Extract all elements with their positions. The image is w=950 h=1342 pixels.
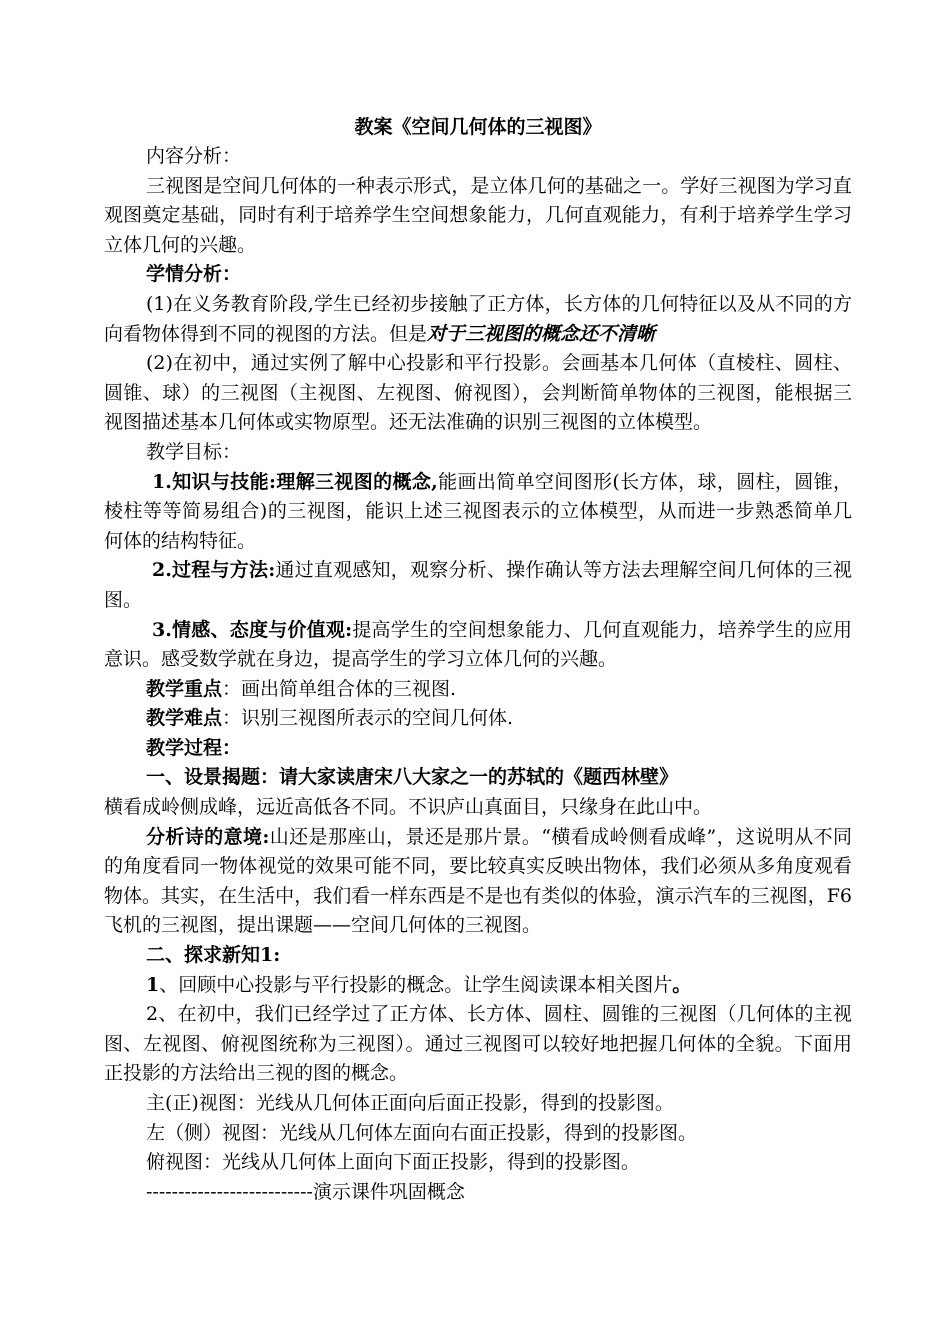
key-point: [104, 675, 852, 705]
teaching-goal-3: [104, 616, 852, 675]
student-analysis-p2: (2)在初中，通过实例了解中心投影和平行投影。会画基本几何体（直棱柱、圆柱、圆锥、球）的三视图（主视图、左视图、俯视图），会判断简单物体的三视图，能根据三视图描述基本几何体或实物原型。还无法准确的识别三视图的立体模型。: [104, 352, 852, 434]
key-point-label: 教学重点: [146, 677, 223, 700]
difficult-point-label: 教学难点: [146, 707, 223, 730]
lesson-plan-page: [104, 112, 852, 1207]
student-analysis-p1-emphasis: 对于三视图的概念还不清晰: [427, 322, 656, 345]
teaching-goal-1: [104, 468, 852, 557]
item-2: 2、在初中，我们已经学过了正方体、长方体、圆柱、圆锥的三视图（几何体的主视图、左视图、俯视图统称为三视图）。通过三视图可以较好地把握几何体的全貌。下面用正投影的方法给出三视的图的概念。: [104, 1003, 852, 1085]
teaching-goal-2-label: 2.过程与方法:: [152, 559, 276, 582]
content-analysis-heading: 内容分析：: [146, 145, 242, 167]
section-1-heading: [104, 763, 852, 793]
poem-line: 横看成岭侧成峰，远近高低各不同。不识庐山真面目，只缘身在此山中。: [104, 796, 713, 819]
teaching-goal-1-bold: 理解三视图的概念,: [275, 470, 438, 493]
top-view-definition: 俯视图：光线从几何体上面向下面正投影，得到的投影图。: [146, 1151, 641, 1174]
student-analysis-heading: [104, 260, 852, 290]
poem-analysis-label: 分析诗的意境:: [146, 825, 270, 848]
section-2-heading: [104, 941, 852, 971]
demo-line: --------------------------演示课件巩固概念: [146, 1180, 465, 1203]
teaching-goal-3-text: 提高学生的空间想象能力、几何直观能力，培养学生的应用意识。感受数学就在身边，提高学生的学习立体几何的兴趣。: [104, 618, 852, 671]
content-analysis-body: 三视图是空间几何体的一种表示形式，是立体几何的基础之一。学好三视图为学习直观图奠定基础，同时有利于培养学生空间想象能力，几何直观能力，有利于培养学生学习立体几何的兴趣。: [104, 174, 852, 256]
document-title: 教案《空间几何体的三视图》: [354, 116, 602, 138]
process-heading: [104, 734, 852, 764]
side-view-definition: 左（侧）视图：光线从几何体左面向右面正投影，得到的投影图。: [146, 1121, 698, 1144]
teaching-goal-3-label: 3.情感、态度与价值观:: [152, 618, 353, 641]
teaching-goal-2: [104, 556, 852, 615]
item-1-number: 1: [146, 973, 160, 996]
section-1-heading-text: 一、设景揭题：请大家读唐宋八大家之一的苏轼的《题西林壁》: [146, 766, 679, 789]
poem-analysis-text: 山还是那座山，景还是那片景。“横看成岭侧看成峰”，这说明从不同的角度看同一物体视觉的效果可能不同，要比较真实反映出物体，我们必须从多角度观看物体。其实，在生活中，我们看一样东西是不是也有类似的体验，演示汽车的三视图，F6飞机的三视图，提出课题——空间几何体的三视图。: [104, 825, 852, 937]
student-analysis-p1: [104, 290, 852, 349]
item-1-text: 、回顾中心投影与平行投影的概念。让学生阅读课本相关图片: [159, 973, 673, 996]
teaching-goal-2-text: 通过直观感知，观察分析、操作确认等方法去理解空间几何体的三视图。: [104, 559, 852, 611]
process-heading-text: 教学过程：: [146, 736, 242, 759]
key-point-text: ：画出简单组合体的三视图.: [222, 677, 457, 700]
front-view-definition: 主(正)视图：光线从几何体正面向后面正投影，得到的投影图。: [146, 1092, 674, 1114]
item-1-end: 。: [672, 973, 692, 996]
teaching-goals-heading: 教学目标：: [146, 440, 242, 463]
student-analysis-heading-text: 学情分析：: [146, 263, 242, 286]
item-1: [104, 971, 852, 1001]
student-analysis-p1-text: (1)在义务教育阶段,学生已经初步接触了正方体，长方体的几何特征以及从不同的方向看物体得到不同的视图的方法。但是: [104, 292, 852, 345]
teaching-goal-1-text: 能画出简单空间图形(长方体，球，圆柱，圆锥，棱柱等等简易组合)的三视图，能识上述三视图表示的立体模型，从而进一步熟悉简单几何体的结构特征。: [104, 470, 852, 552]
section-2-heading-text: 二、探求新知1:: [146, 944, 281, 967]
difficult-point: [104, 704, 852, 734]
difficult-point-text: ：识别三视图所表示的空间几何体.: [222, 707, 514, 730]
poem-analysis: [104, 823, 852, 941]
teaching-goal-1-label: 1.知识与技能:: [152, 470, 276, 493]
